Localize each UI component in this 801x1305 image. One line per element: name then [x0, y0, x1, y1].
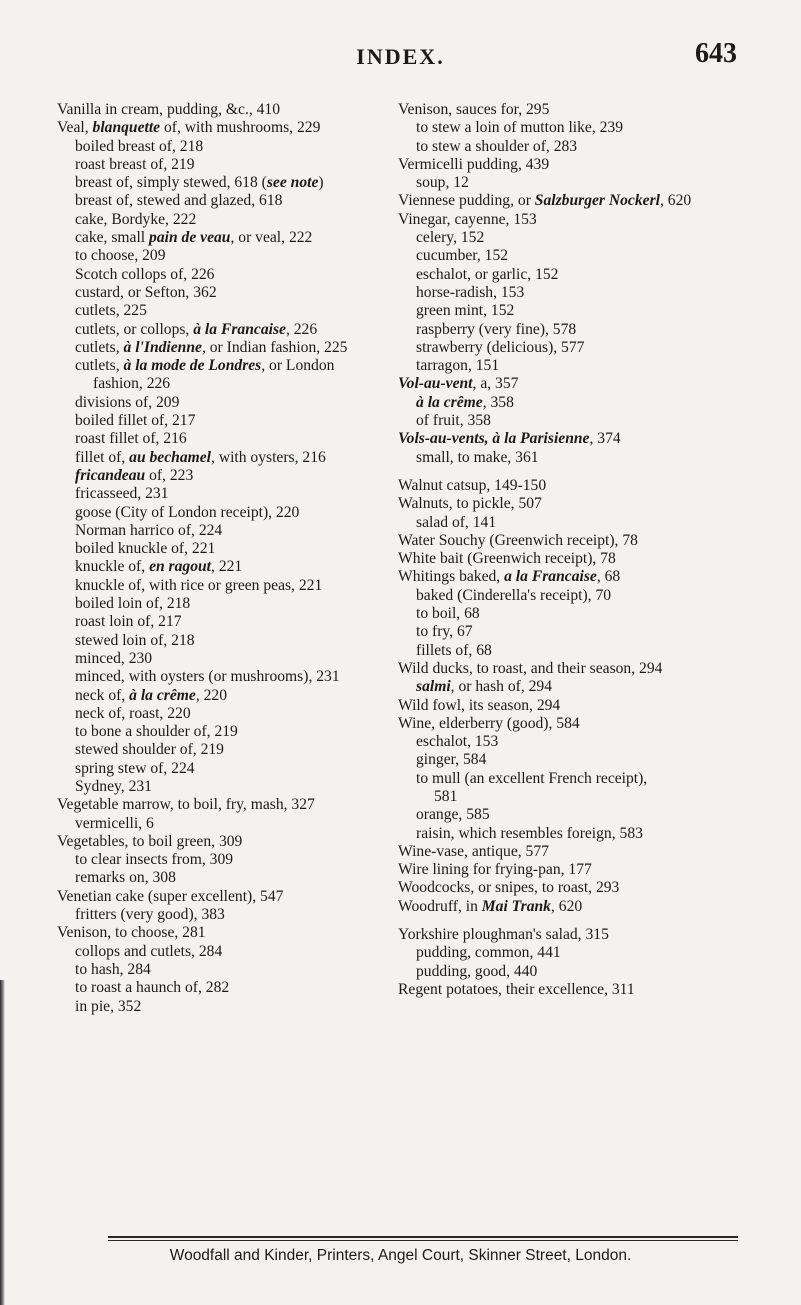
index-entry: pudding, good, 440 [416, 962, 538, 980]
index-entry: green mint, 152 [416, 302, 515, 320]
index-entry: Yorkshire ploughman's salad, 315 [398, 926, 609, 944]
index-entry: minced, with oysters (or mushrooms), 231 [75, 668, 340, 686]
index-entry: Wine, elderberry (good), 584 [398, 714, 580, 732]
index-entry: to boil, 68 [416, 605, 480, 623]
index-entry: to stew a shoulder of, 283 [416, 137, 578, 155]
index-entry: Vegetables, to boil green, 309 [57, 832, 243, 850]
index-entry: roast breast of, 219 [75, 155, 195, 173]
index-entry: custard, or Sefton, 362 [75, 283, 217, 301]
index-entry: Sydney, 231 [75, 777, 152, 795]
index-entry: baked (Cinderella's receipt), 70 [416, 586, 612, 604]
index-entry: minced, 230 [75, 649, 153, 667]
index-entry: Wild ducks, to roast, and their season, 294 [398, 659, 663, 677]
index-entry: Wild fowl, its season, 294 [398, 696, 561, 714]
index-entry: to fry, 67 [416, 623, 473, 641]
index-entry: eschalot, or garlic, 152 [416, 265, 559, 283]
index-entry: Water Souchy (Greenwich receipt), 78 [398, 531, 638, 549]
index-entry: cutlets, à la mode de Londres, or London [75, 357, 335, 375]
index-entry: neck of, roast, 220 [75, 704, 191, 722]
index-entry: Woodcocks, or snipes, to roast, 293 [398, 879, 620, 897]
index-entry: boiled knuckle of, 221 [75, 540, 216, 558]
index-entry: to hash, 284 [75, 960, 151, 978]
index-entry: Vegetable marrow, to boil, fry, mash, 327 [57, 796, 315, 814]
index-entry: collops and cutlets, 284 [75, 942, 223, 960]
index-entry: tarragon, 151 [416, 357, 500, 375]
index-entry: boiled loin of, 218 [75, 595, 191, 613]
index-entry: celery, 152 [416, 229, 485, 247]
index-entry: Walnuts, to pickle, 507 [398, 495, 542, 513]
index-entry: fillet of, au bechamel, with oysters, 216 [75, 448, 326, 466]
index-entry: to choose, 209 [75, 247, 166, 265]
index-entry: fashion, 226 [93, 375, 171, 393]
index-entry: neck of, à la crême, 220 [75, 686, 227, 704]
printer-imprint: Woodfall and Kinder, Printers, Angel Court, Skinner Street, London. [169, 1247, 632, 1264]
index-entry: Venison, sauces for, 295 [398, 101, 550, 118]
index-entry: of fruit, 358 [416, 412, 491, 430]
index-entry: Vols-au-vents, à la Parisienne, 374 [398, 430, 621, 448]
index-entry: Regent potatoes, their excellence, 311 [398, 980, 635, 998]
index-entry: cucumber, 152 [416, 247, 509, 265]
index-entry: roast fillet of, 216 [75, 430, 187, 448]
index-entry: salad of, 141 [416, 513, 497, 531]
index-entry: Wire lining for frying-pan, 177 [398, 861, 592, 879]
index-entry: Woodruff, in Mai Trank, 620 [398, 897, 583, 915]
index-entry: Whitings baked, a la Francaise, 68 [398, 568, 621, 586]
footer-rule-thin [108, 1240, 738, 1241]
index-entry: Walnut catsup, 149-150 [398, 476, 547, 494]
index-entry: 581 [434, 787, 458, 805]
index-entry: Norman harrico of, 224 [75, 521, 223, 539]
index-entry: eschalot, 153 [416, 733, 499, 751]
index-entry: à la crême, 358 [416, 393, 514, 411]
index-entry: vermicelli, 6 [75, 814, 154, 832]
index-entry: strawberry (delicious), 577 [416, 338, 585, 356]
index-entry: knuckle of, with rice or green peas, 221 [75, 576, 323, 594]
index-entry: Vanilla in cream, pudding, &c., 410 [57, 101, 281, 118]
index-entry: to clear insects from, 309 [75, 851, 234, 869]
index-entry: stewed loin of, 218 [75, 631, 195, 649]
page-header [0, 38, 801, 78]
index-entry: in pie, 352 [75, 997, 142, 1015]
index-entry: ginger, 584 [416, 751, 487, 769]
index-entry: Veal, blanquette of, with mushrooms, 229 [57, 119, 321, 137]
index-entry: goose (City of London receipt), 220 [75, 503, 300, 521]
index-column-left [57, 101, 387, 1016]
index-entry: orange, 585 [416, 806, 490, 824]
index-entry: pudding, common, 441 [416, 944, 561, 962]
footer-rule [108, 1236, 738, 1238]
index-entry: spring stew of, 224 [75, 759, 195, 777]
index-entry: Vol-au-vent, a, 357 [398, 375, 519, 393]
running-title: INDEX. [356, 44, 445, 69]
index-entry: raspberry (very fine), 578 [416, 320, 577, 338]
index-entry: boiled breast of, 218 [75, 137, 204, 155]
index-entry: Venetian cake (super excellent), 547 [57, 887, 284, 905]
index-entry: fricandeau of, 223 [75, 466, 194, 484]
index-entry: Wine-vase, antique, 577 [398, 842, 549, 860]
index-entry: Vermicelli pudding, 439 [398, 155, 550, 173]
index-entry: Viennese pudding, or Salzburger Nockerl, 620 [398, 192, 692, 210]
page-edge-shadow [0, 980, 5, 1305]
index-entry: cake, small pain de veau, or veal, 222 [75, 229, 313, 247]
index-entry: cutlets, 225 [75, 302, 147, 320]
index-entry: remarks on, 308 [75, 869, 176, 887]
index-entry: to stew a loin of mutton like, 239 [416, 119, 624, 137]
index-entry: fillets of, 68 [416, 641, 492, 659]
index-entry: Vinegar, cayenne, 153 [398, 210, 537, 228]
page-number: 643 [695, 38, 737, 69]
index-entry: to bone a shoulder of, 219 [75, 723, 238, 741]
index-entry: knuckle of, en ragout, 221 [75, 558, 243, 576]
index-entry: divisions of, 209 [75, 393, 180, 411]
index-entry: cutlets, à l'Indienne, or Indian fashion, 225 [75, 338, 348, 356]
index-column-right [398, 101, 743, 999]
index-entry: roast loin of, 217 [75, 613, 182, 631]
index-entry: cake, Bordyke, 222 [75, 210, 197, 228]
index-entry: Venison, to choose, 281 [57, 924, 206, 942]
index-entry: to mull (an excellent French receipt), [416, 769, 648, 787]
index-entry: White bait (Greenwich receipt), 78 [398, 550, 616, 568]
index-entry: Scotch collops of, 226 [75, 265, 215, 283]
index-entry: horse-radish, 153 [416, 283, 525, 301]
index-entry: cutlets, or collops, à la Francaise, 226 [75, 320, 318, 338]
index-entry: stewed shoulder of, 219 [75, 741, 224, 759]
index-entry: boiled fillet of, 217 [75, 412, 196, 430]
index-entry: to roast a haunch of, 282 [75, 979, 230, 997]
index-entry: raisin, which resembles foreign, 583 [416, 824, 643, 842]
index-entry: soup, 12 [416, 174, 469, 192]
index-entry: fritters (very good), 383 [75, 906, 225, 924]
index-entry: fricasseed, 231 [75, 485, 169, 503]
index-entry: small, to make, 361 [416, 448, 539, 466]
index-entry: breast of, stewed and glazed, 618 [75, 192, 283, 210]
index-entry: salmi, or hash of, 294 [416, 678, 553, 696]
index-entry: breast of, simply stewed, 618 (see note) [75, 174, 324, 192]
